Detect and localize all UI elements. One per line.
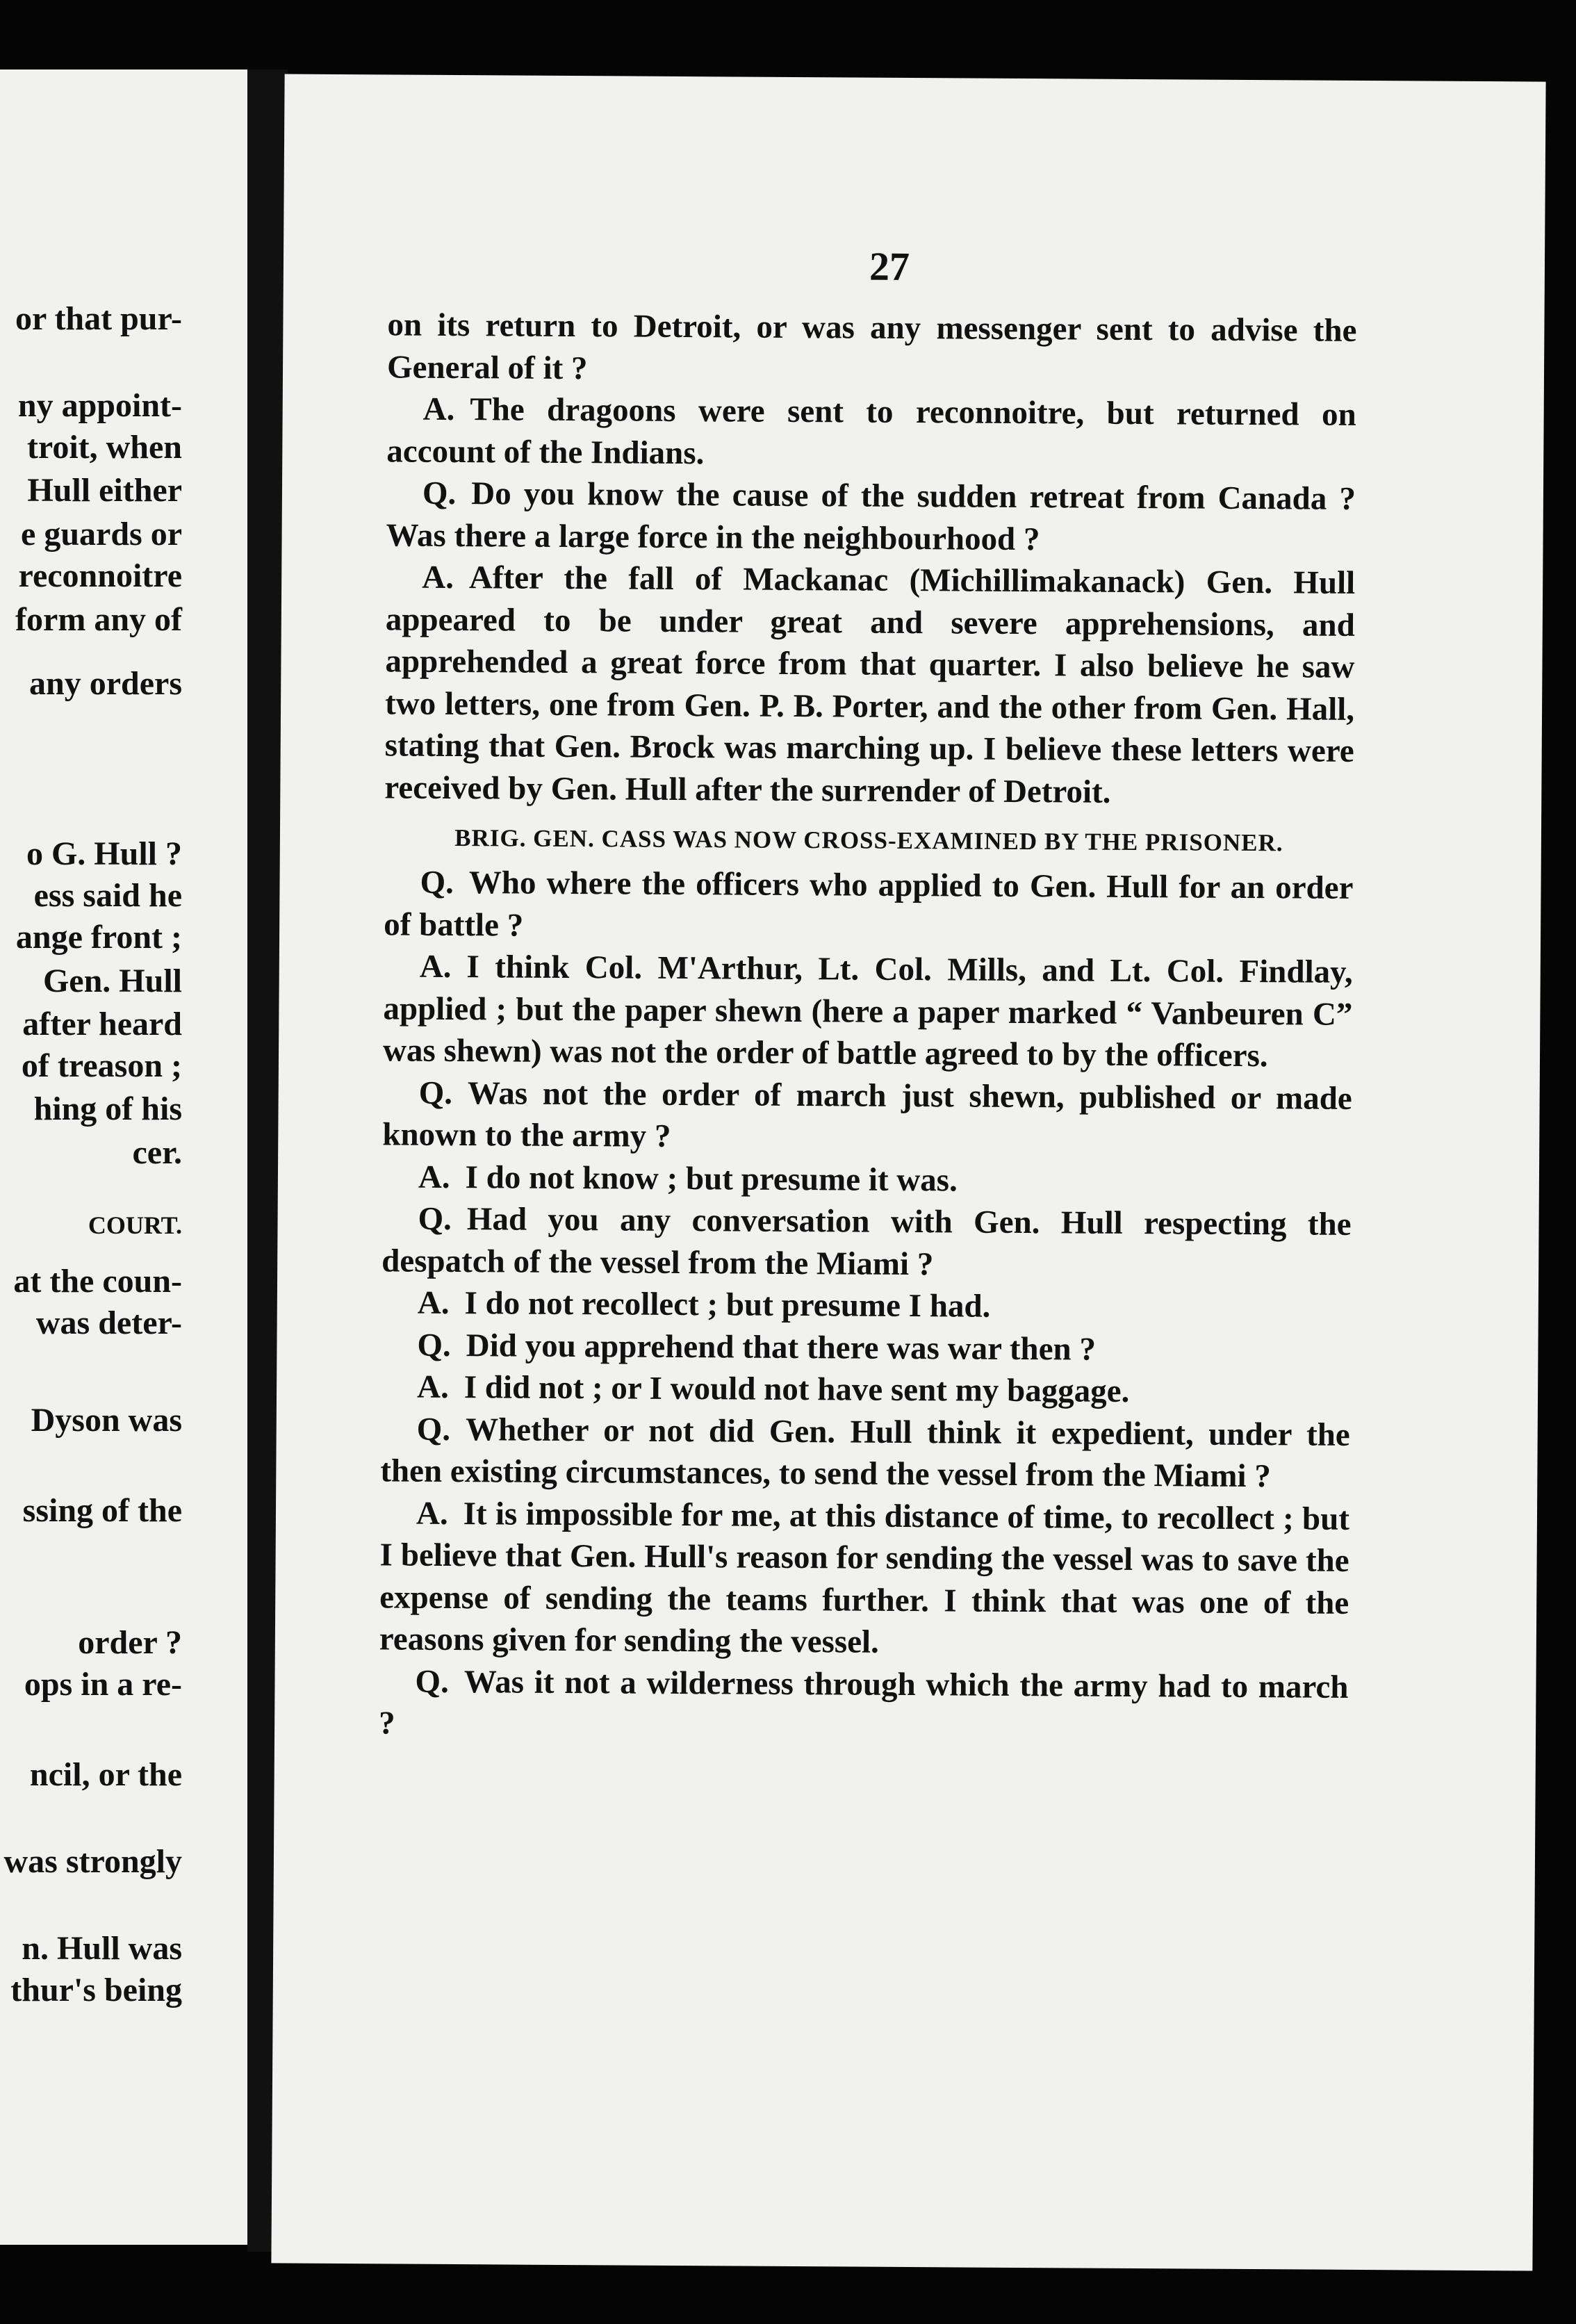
paragraph-text: I do not know ; but presume it was.	[465, 1159, 958, 1198]
speaker-label: A.	[419, 948, 452, 985]
question-paragraph	[386, 472, 1356, 562]
left-page-line: troit, when	[26, 429, 182, 466]
left-page-line: or that pur-	[15, 300, 182, 337]
paragraph-text: Do you know the cause of the sudden retreat from Canada ? Was there a large force in the neighbourhood ?	[386, 475, 1356, 557]
left-page-line: reconnoitre	[18, 557, 182, 594]
speaker-label: A.	[416, 1368, 449, 1405]
question-paragraph	[381, 1197, 1352, 1288]
left-page-line: o G. Hull ?	[26, 835, 182, 872]
answer-paragraph	[381, 1282, 1351, 1329]
answer-paragraph	[382, 1156, 1352, 1204]
left-page-line: ange front ;	[15, 919, 182, 956]
speaker-label: Q.	[416, 1411, 451, 1448]
left-page-line: of treason ;	[21, 1047, 182, 1084]
speaker-label: Q.	[418, 1074, 453, 1111]
left-page-line: cer.	[132, 1134, 182, 1171]
paragraph-text: Who where the officers who applied to Gen. Hull for an order of battle ?	[384, 865, 1354, 944]
speaker-label: A.	[416, 1495, 448, 1532]
paragraph-text: Did you apprehend that there was war then ?	[466, 1327, 1097, 1368]
page-body	[379, 304, 1357, 1750]
paragraph-text: on its return to Detroit, or was any messenger sent to advise the General of it ?	[386, 306, 1357, 386]
left-page-line: at the coun-	[13, 1263, 182, 1300]
question-paragraph	[381, 1324, 1350, 1372]
speaker-label: Q.	[418, 1200, 452, 1237]
speaker-label: A.	[418, 1159, 450, 1195]
paragraph-text: It is impossible for me, at this distance of time, to recollect ; but I believe that Gen. Hull's reason for sending the vessel was to save the expense of sending the teams further. I think that was one of the reasons given for sending the vessel.	[379, 1495, 1350, 1660]
answer-paragraph	[383, 945, 1353, 1077]
paragraph-text: Whether or not did Gen. Hull think it expedient, under the then existing circumstances, to send the vessel from the Miami ?	[380, 1411, 1350, 1495]
speaker-label: A.	[422, 559, 454, 596]
left-page-line: was strongly	[3, 1843, 182, 1880]
right-page	[271, 74, 1545, 2270]
question-paragraph	[380, 1408, 1350, 1498]
speaker-label: Q.	[417, 1327, 451, 1364]
left-page-line: Dyson was	[31, 1402, 182, 1439]
answer-paragraph	[384, 556, 1355, 815]
answer-paragraph	[379, 1492, 1349, 1667]
left-page	[0, 69, 272, 2245]
section-heading: BRIG. GEN. CASS WAS NOW CROSS-EXAMINED BY THE PRISONER.	[454, 824, 1283, 857]
answer-paragraph	[381, 1366, 1350, 1414]
text-paragraph	[387, 304, 1357, 394]
speaker-label: A.	[417, 1284, 450, 1321]
question-paragraph	[379, 1660, 1349, 1751]
left-page-line: order ?	[78, 1624, 182, 1661]
left-page-line: thur's being	[10, 1972, 182, 2008]
left-page-line: hing of his	[33, 1090, 182, 1127]
left-page-line: ncil, or the	[29, 1756, 182, 1793]
left-page-line: after heard	[22, 1006, 182, 1042]
left-page-line: any orders	[29, 665, 182, 702]
left-page-line: was deter-	[35, 1304, 182, 1341]
speaker-label: Q.	[415, 1663, 449, 1700]
paragraph-text: Was it not a wilderness through which the army had to march ?	[378, 1663, 1349, 1742]
paragraph-text: I think Col. M'Arthur, Lt. Col. Mills, and Lt. Col. Findlay, applied ; but the paper shewn (here a paper marked “ Vanbeuren C” was shewn) was not the order of battle agreed to by the officers.	[382, 949, 1353, 1074]
question-paragraph	[384, 861, 1354, 951]
speaker-label: A.	[422, 391, 455, 427]
paragraph-text: Was not the order of march just shewn, published or made known to the army ?	[382, 1074, 1352, 1154]
question-paragraph	[382, 1072, 1352, 1162]
left-page-line: form any of	[15, 601, 182, 638]
paragraph-text: Had you any conversation with Gen. Hull respecting the despatch of the vessel from the Miami ?	[381, 1201, 1352, 1282]
left-page-line: ssing of the	[22, 1492, 182, 1529]
paragraph-text: I did not ; or I would not have sent my baggage.	[463, 1369, 1130, 1409]
paragraph-text: The dragoons were sent to reconnoitre, but returned on account of the Indians.	[386, 391, 1356, 471]
answer-paragraph	[386, 388, 1356, 478]
paragraph-text: I do not recollect ; but presume I had.	[464, 1285, 991, 1325]
page-number: 27	[869, 243, 910, 289]
speaker-label: Q.	[422, 475, 457, 512]
left-page-line: ny appoint-	[17, 387, 182, 424]
left-page-line: ess said he	[33, 877, 182, 914]
left-page-line: e guards or	[21, 516, 182, 553]
left-page-line: ops in a re-	[24, 1666, 182, 1703]
left-page-line: COURT.	[88, 1211, 182, 1239]
left-page-line: Gen. Hull	[42, 963, 182, 999]
left-page-line: Hull either	[27, 472, 182, 509]
speaker-label: Q.	[420, 864, 454, 901]
left-page-line: n. Hull was	[22, 1930, 182, 1967]
paragraph-text: After the fall of Mackanac (Michillimakanack) Gen. Hull appeared to be under great and severe apprehensions, and apprehended a great force from that quarter. I also believe he saw two letters, one from Gen. P. B. Porter, and the other from Gen. Hall, stating that Gen. Brock was marching up. I believe these letters were received by Gen. Hull after the surrender of Detroit.	[384, 559, 1356, 810]
